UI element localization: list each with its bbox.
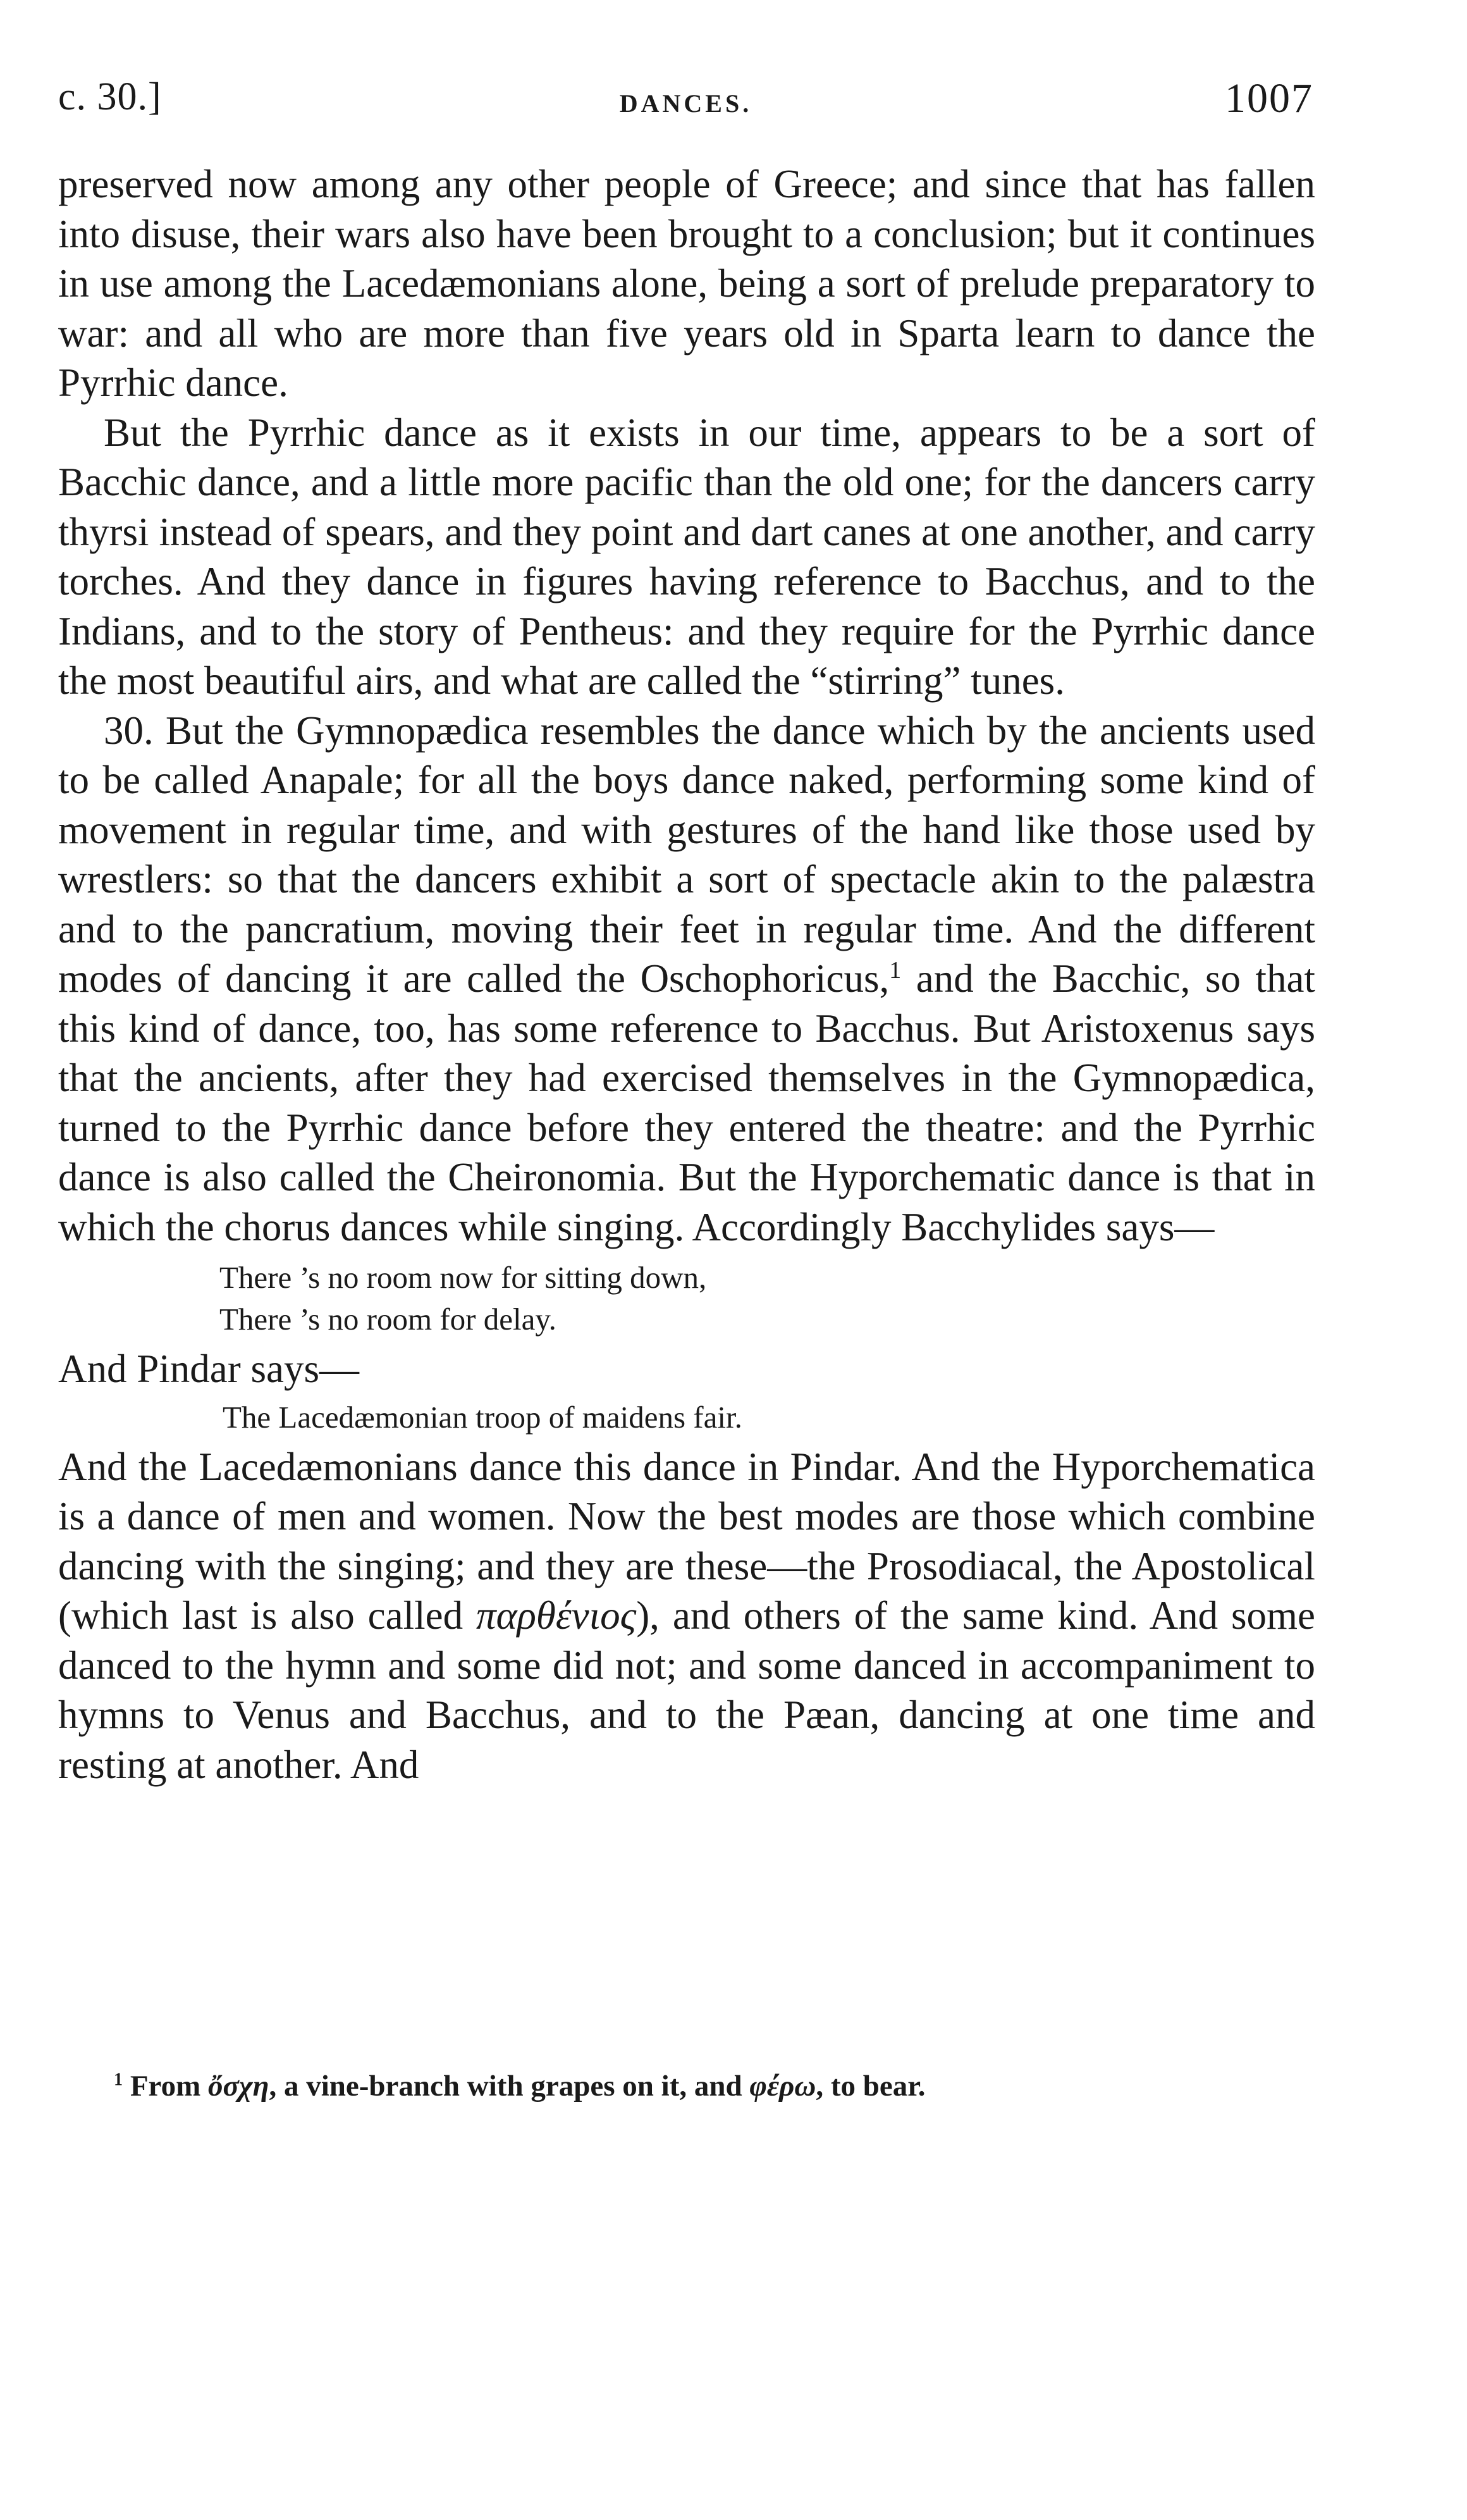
verse-line: There ’s no room now for sitting down, <box>219 1260 707 1295</box>
chapter-reference: c. 30.] <box>58 75 162 118</box>
footnote-reference[interactable]: 1 <box>889 957 902 984</box>
paragraph-5-part-b: ), and others of the same kind. And some danced to the hymn and some did not; and some danced in accompaniment to hymns to Venus and Bacchus, and to the Pæan, dancing at one time and resting at another. And <box>58 1593 1315 1787</box>
running-title: DANCES. <box>619 89 752 118</box>
paragraph-1: preserved now among any other people of Greece; and since that has fallen into disuse, their wars also have been brought to a conclusion; but it continues in use among the Lacedæmonians alone, being a sort of prelude preparatory to war: and all who are more than five years old in Sparta learn to dance the Pyrrhic dance. <box>58 162 1315 405</box>
paragraph-3 <box>58 706 1315 1252</box>
greek-word: ὄσχη <box>207 2070 269 2103</box>
greek-word: παρθένιος <box>476 1593 637 1638</box>
footnote-text: , to bear. <box>816 2070 926 2103</box>
bacchylides-quote <box>58 1252 1315 1344</box>
paragraph-5-part-a: And the Lacedæmonians dance this dance in Pindar. And the Hyporchematica is a dance of men and women. Now the best modes are those which combine dancing with the singing; and they are these—the Prosodiacal, the Apostolical (which last is also called <box>58 1444 1315 1638</box>
paragraph-4: And Pindar says— <box>58 1347 359 1391</box>
pindar-quote: The Lacedæmonian troop of maidens fair. <box>223 1399 742 1435</box>
greek-word: φέρω <box>749 2070 816 2103</box>
paragraph-3-part-b: and the Bacchic, so that this kind of dance, too, has some reference to Bacchus. But Aristoxenus says that the ancients, after they had exercised themselves in the Gymnopædica, turned to the Pyrrhic dance before they entered the theatre: and the Pyrrhic dance is also called the Cheironomia. But the Hyporchematic dance is that in which the chorus dances while singing. Accordingly Bacchylides says— <box>58 956 1315 1249</box>
footnote-text: From <box>123 2070 208 2103</box>
page-number: 1007 <box>1225 75 1313 121</box>
running-header <box>58 75 1313 132</box>
footnote-marker: 1 <box>114 2070 123 2090</box>
paragraph-2: But the Pyrrhic dance as it exists in our time, appears to be a sort of Bacchic dance, and a little more pacific than the old one; for the dancers carry thyrsi instead of spears, and they point and dart canes at one another, and carry torches. And they dance in figures having reference to Bacchus, and to the Indians, and to the story of Pentheus: and they require for the Pyrrhic dance the most beautiful airs, and what are called the “stirring” tunes. <box>58 410 1315 703</box>
main-text <box>58 159 1315 1789</box>
verse-line: There ’s no room for delay. <box>219 1302 556 1337</box>
footnote <box>114 2067 1284 2105</box>
paragraph-3-part-a: 30. But the Gymnopædica resembles the dance which by the ancients used to be called Anapale; for all the boys dance naked, performing some kind of movement in regular time, and with gestures of the hand like those used by wrestlers: so that the dancers exhibit a sort of spectacle akin to the palæstra and to the pancratium, moving their feet in regular time. And the different modes of dancing it are called the Oschophoricus, <box>58 708 1315 1001</box>
paragraph-5 <box>58 1442 1315 1790</box>
footnote-text: , a vine-branch with grapes on it, and <box>269 2070 750 2103</box>
